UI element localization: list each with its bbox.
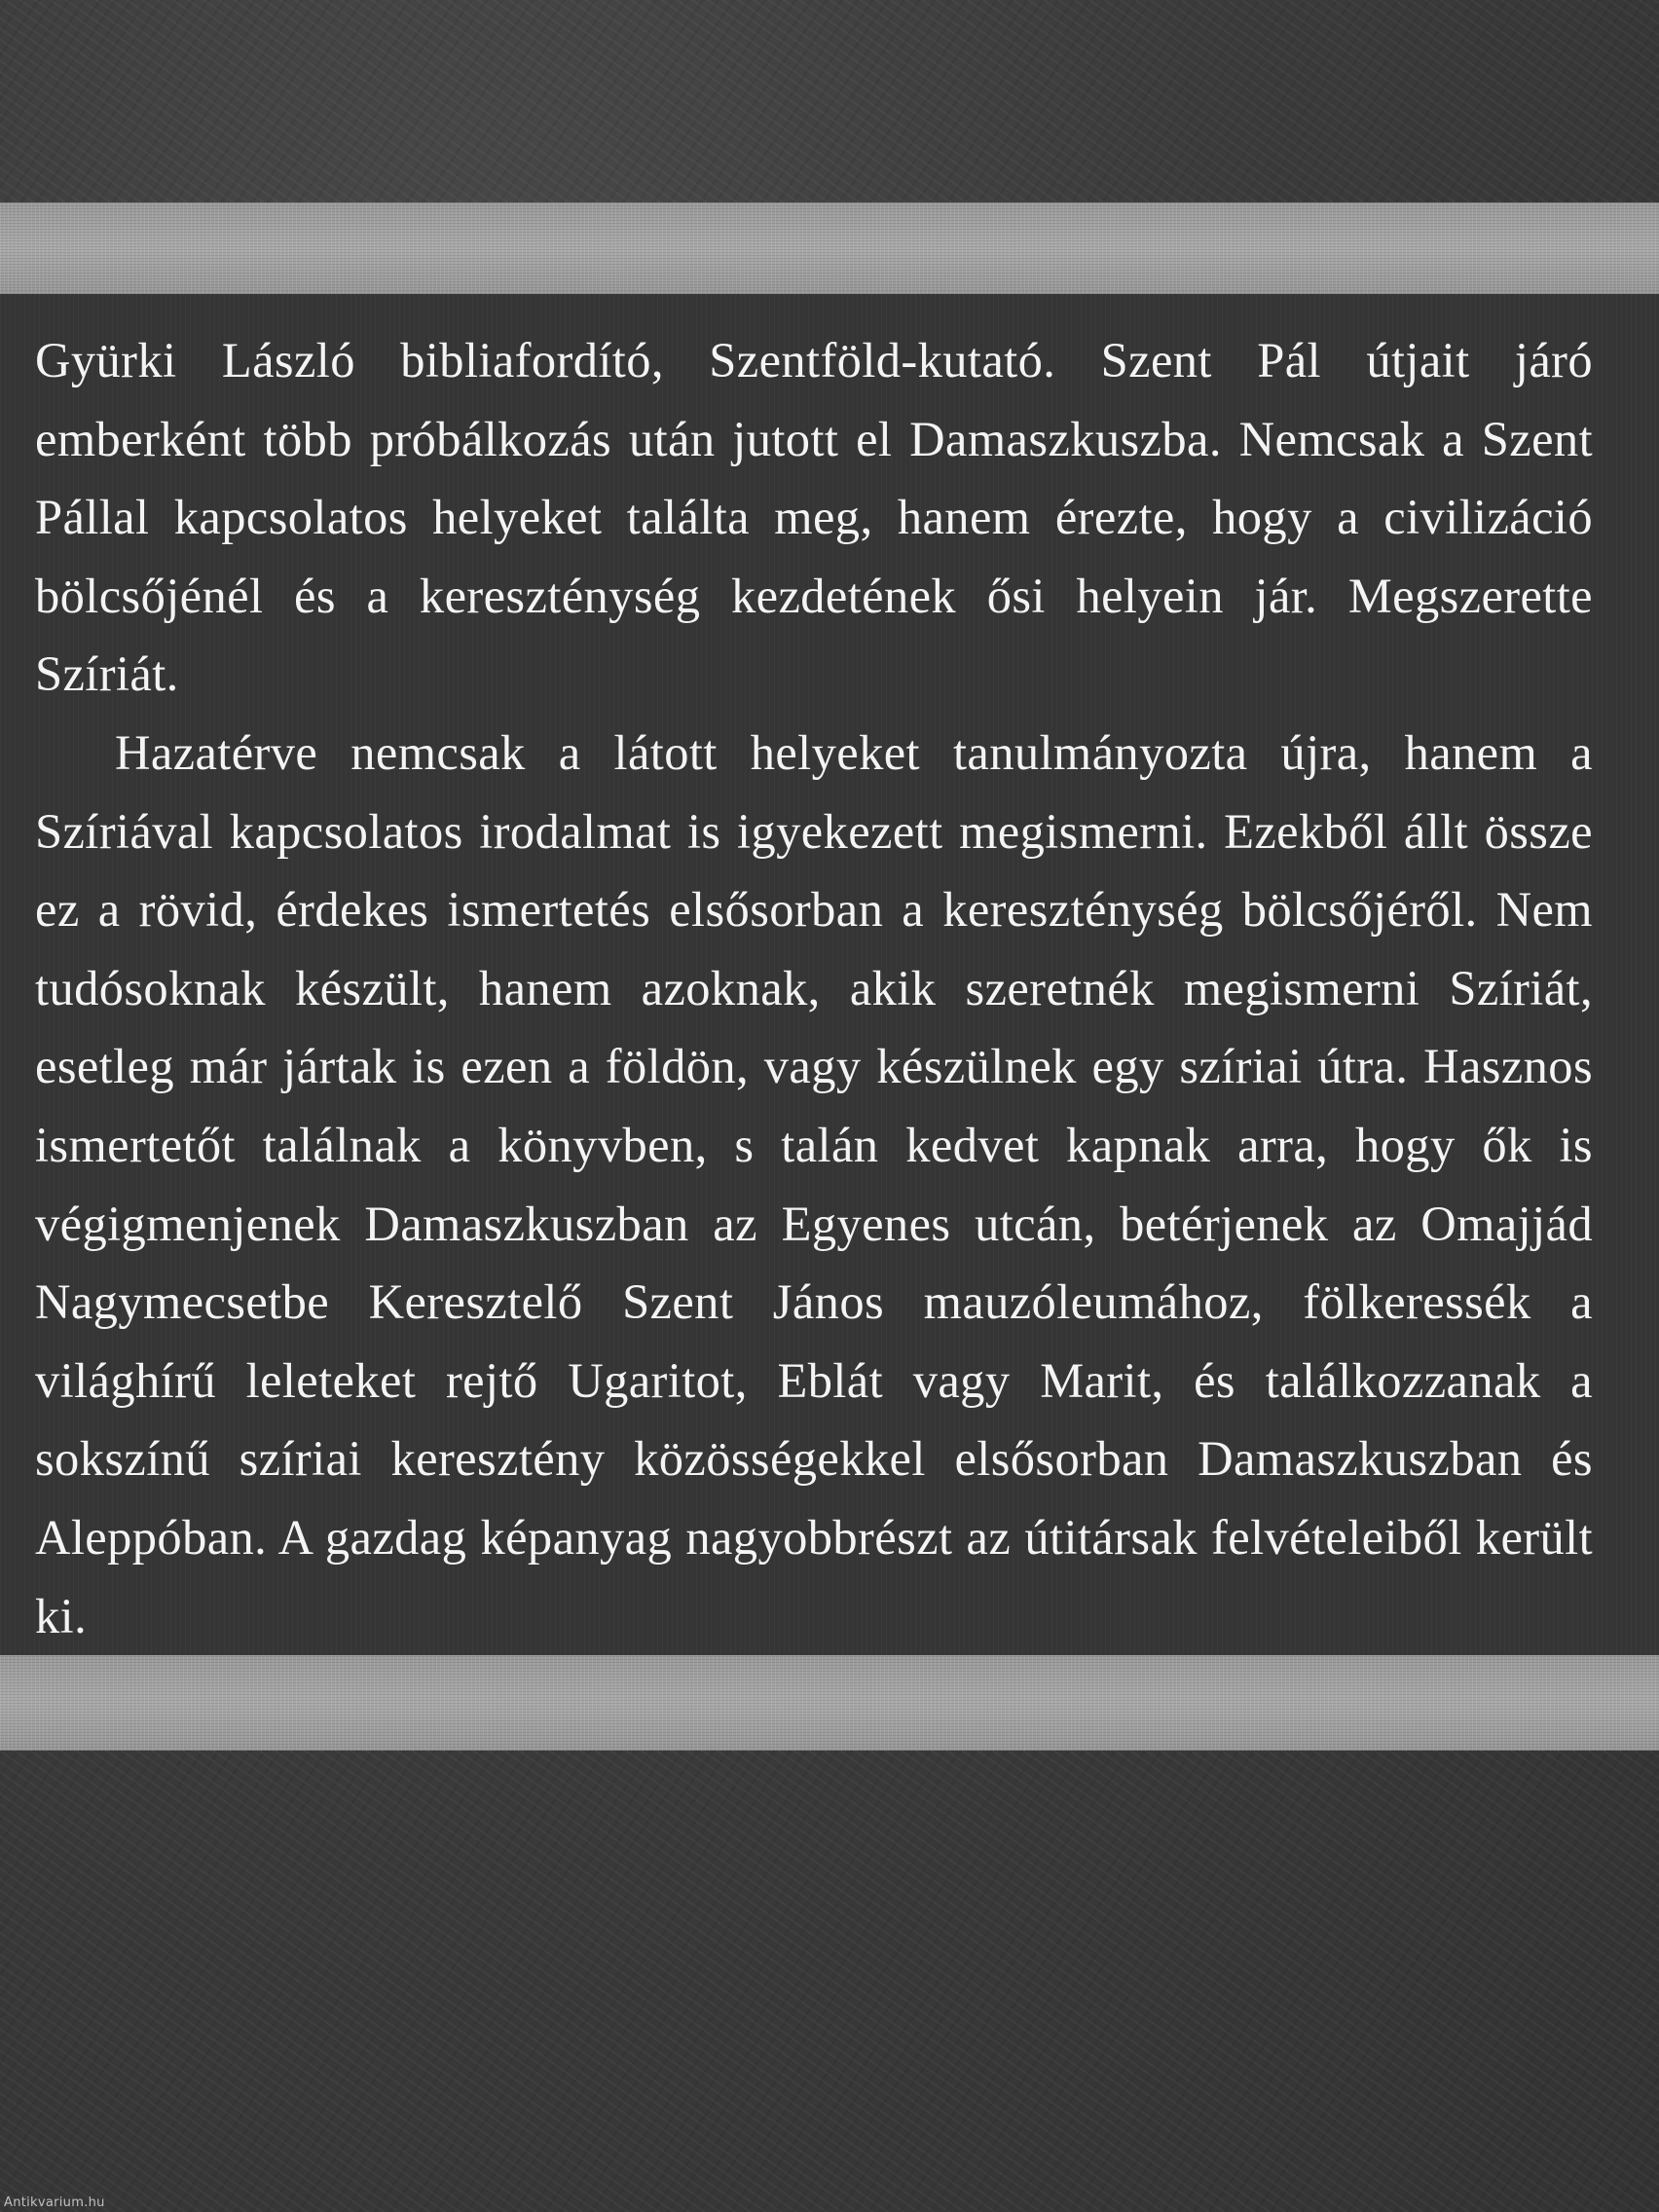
blurb-paragraph-1: Gyürki László bibliafordító, Szentföld-kutató. Szent Pál útjait járó emberként több próbálkozás után jutott el Damaszkuszba. Nemcsak a Szent Pállal kapcsolatos helyeket találta meg, hanem érezte, hogy a civilizáció bölcsőjénél és a kereszténység kezdetének ősi helyein jár. Megszerette Szíriát. xyxy=(35,333,1593,702)
cover-blurb xyxy=(35,321,1593,1655)
bottom-decorative-stripe xyxy=(0,1655,1659,1751)
watermark: Antikvarium.hu xyxy=(4,2195,105,2210)
blurb-paragraph-2: Hazatérve nemcsak a látott helyeket tanulmányozta újra, hanem a Szíriával kapcsolatos irodalmat is igyekezett megismerni. Ezekből állt össze ez a rövid, érdekes ismertetés elsősorban a kereszténység bölcsőjéről. Nem tudósoknak készült, hanem azoknak, akik szeretnék megismerni Szíriát, esetleg már jártak is ezen a földön, vagy készülnek egy szíriai útra. Hasznos ismertetőt találnak a könyvben, s talán kedvet kapnak arra, hogy ők is végigmenjenek Damaszkuszban az Egyenes utcán, betérjenek az Omajjád Nagymecsetbe Keresztelő Szent János mauzóleumához, fölkeressék a világhírű leleteket rejtő Ugaritot, Eblát vagy Marit, és találkozzanak a sokszínű szíriai keresztény közösségekkel elsősorban Damaszkuszban és Aleppóban. A gazdag képanyag nagyobbrészt az útitársak felvételeiből került ki. xyxy=(35,724,1593,1643)
top-decorative-stripe xyxy=(0,203,1659,294)
